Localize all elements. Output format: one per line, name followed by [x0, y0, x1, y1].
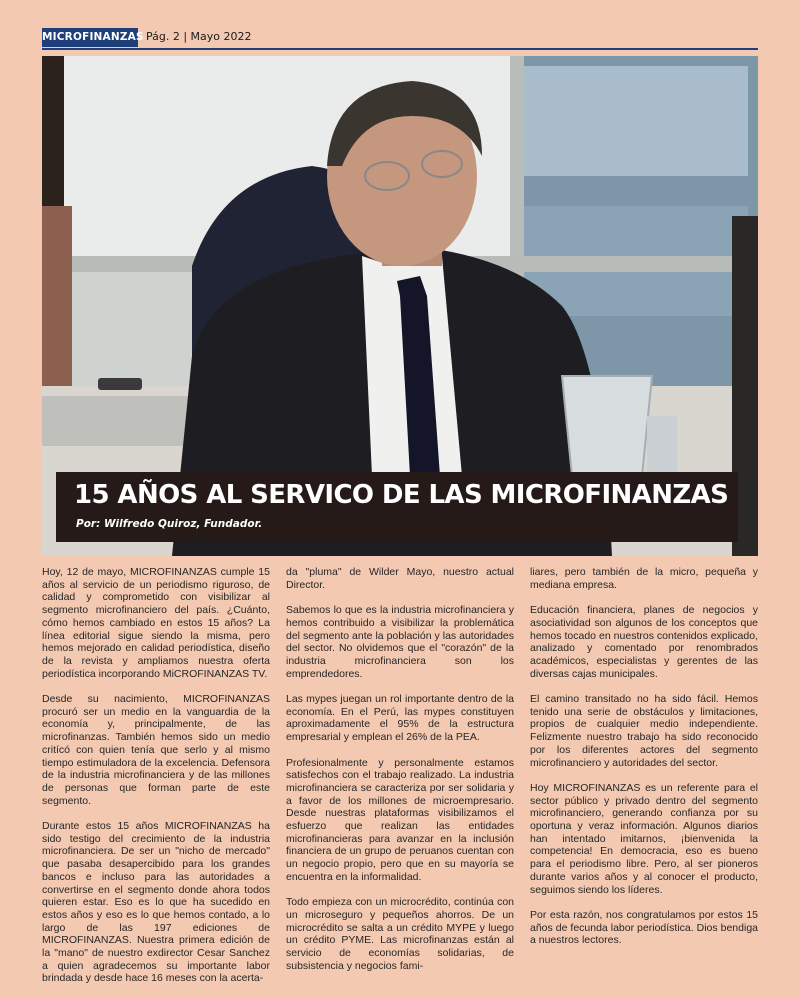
paragraph: Desde su nacimiento, MICROFINANZAS procuró ser un medio en la vanguardia de la economía y, principalmente, de las microfinanzas. También hemos sido un medio critícó con quien tenía que serlo y al mismo tiempo estimuladora de la excelencia. Defensora de la industria microfinanciera y de las millones de personas que forman parte de este segmento.: [42, 693, 270, 807]
paragraph: Sabemos lo que es la industria microfinanciera y hemos contribuido a visibilizar la problemática del segmento ante la población y las autoridades del sector. No olvidemos que el "corazón" de la industria microfinanciera son los emprendedores.: [286, 604, 514, 680]
paragraph: Profesionalmente y personalmente estamos satisfechos con el trabajo realizado. La industria microfinanciera se caracteriza por ser solidaria y a favor de los millones de microempresario. Desde nuestras plataformas visibilizamos el esfuerzo que realizan las entidades microfinancieras para avanzar en la inclusión financiera de un grupo de peruanos cuentan con un negocio propio, pero que en su mayoría se encuentra en la informalidad.: [286, 756, 514, 883]
paragraph: El camino transitado no ha sido fácil. Hemos tenido una serie de obstáculos y limitaciones, propios de cualquier medio independiente. Felizmente nuestro trabajo ha sido reconocido por los diferentes actores del segmento microfinanciero y autoridades del sector.: [530, 693, 758, 769]
paragraph: Educación financiera, planes de negocios y asociatividad son algunos de los conceptos que hemos tocado en nuestros contenidos explicado, analizado y comentado por renombrados académicos, especialistas y gerentes de las diversas cajas municipales.: [530, 604, 758, 680]
paragraph: Todo empieza con un microcrédito, continúa con un microseguro y pequeños ahorros. De un microcrédito se salta a un crédito MYPE y luego un crédito PYME. Las microfinanzas están al servicio de economías solidarias, de subsistencia y negocios fami-: [286, 896, 514, 972]
article-headline: 15 AÑOS AL SERVICO DE LAS MICROFINANZAS: [74, 480, 729, 510]
article-byline: Por: Wilfredo Quiroz, Fundador.: [76, 518, 263, 530]
paragraph: Por esta razón, nos congratulamos por estos 15 años de fecunda labor periodística. Dios bendiga a nuestros lectores.: [530, 908, 758, 947]
paragraph: Hoy MICROFINANZAS es un referente para el sector público y privado dentro del segmento microfinanciero, generando confianza por su oportuna y veraz información. Algunos diarios han intentado imitarnos, ¡bienvenida la competencia! En democracia, eso es bueno para el periodismo libre. Pero, al ser pioneros durante varios años y al conocer el producto, seguimos siendo los líderes.: [530, 781, 758, 896]
paragraph: Las mypes juegan un rol importante dentro de la economía. En el Perú, las mypes constituyen aproximadamente el 95% de la estructura empresarial y emplean el 26% de la PEA.: [286, 693, 514, 744]
brand-logo: MICROFINANZAS: [42, 28, 138, 47]
text-column-3: [530, 566, 758, 960]
paragraph: liares, pero también de la micro, pequeña y mediana empresa.: [530, 566, 758, 591]
headline-band: [56, 472, 738, 542]
paragraph: Hoy, 12 de mayo, MICROFINANZAS cumple 15 años al servicio de un periodismo riguroso, de calidad y comprometido con visibilizar al segmento microfinanciero del país. ¿Cuánto, cómo hemos cambiado en estos 15 años? La línea editorial sigue siendo la misma, pero hemos mejorado en calidad periodística, diseño de la revista y ampliamos nuestra oferta periodística incorporando MiCROFINANZAS TV.: [42, 566, 270, 680]
paragraph: Durante estos 15 años MICROFINANZAS ha sido testigo del crecimiento de la industria microfinanciera. De ser un "nicho de mercado" que pasaba desapercibido para los grandes bancos e incluso para las autoridades a convertirse en el segmento donde ahora todos quieren estar. Eso es lo que ha sucedido en estos años y eso es lo que hemos contado, a lo largo de las 197 ediciones de MICROFINANZAS. Nuestra primera edición de la "mano" de nuestro exdirector Cesar Sanchez a quien agradecemos su importante labor brindada y desde hace 16 meses con la acerta-: [42, 820, 270, 985]
paragraph: da "pluma" de Wilder Mayo, nuestro actual Director.: [286, 566, 514, 591]
page-header: [42, 28, 758, 50]
text-column-2: [286, 566, 514, 985]
text-column-1: [42, 566, 270, 998]
page-info: Pág. 2 | Mayo 2022: [146, 30, 252, 43]
